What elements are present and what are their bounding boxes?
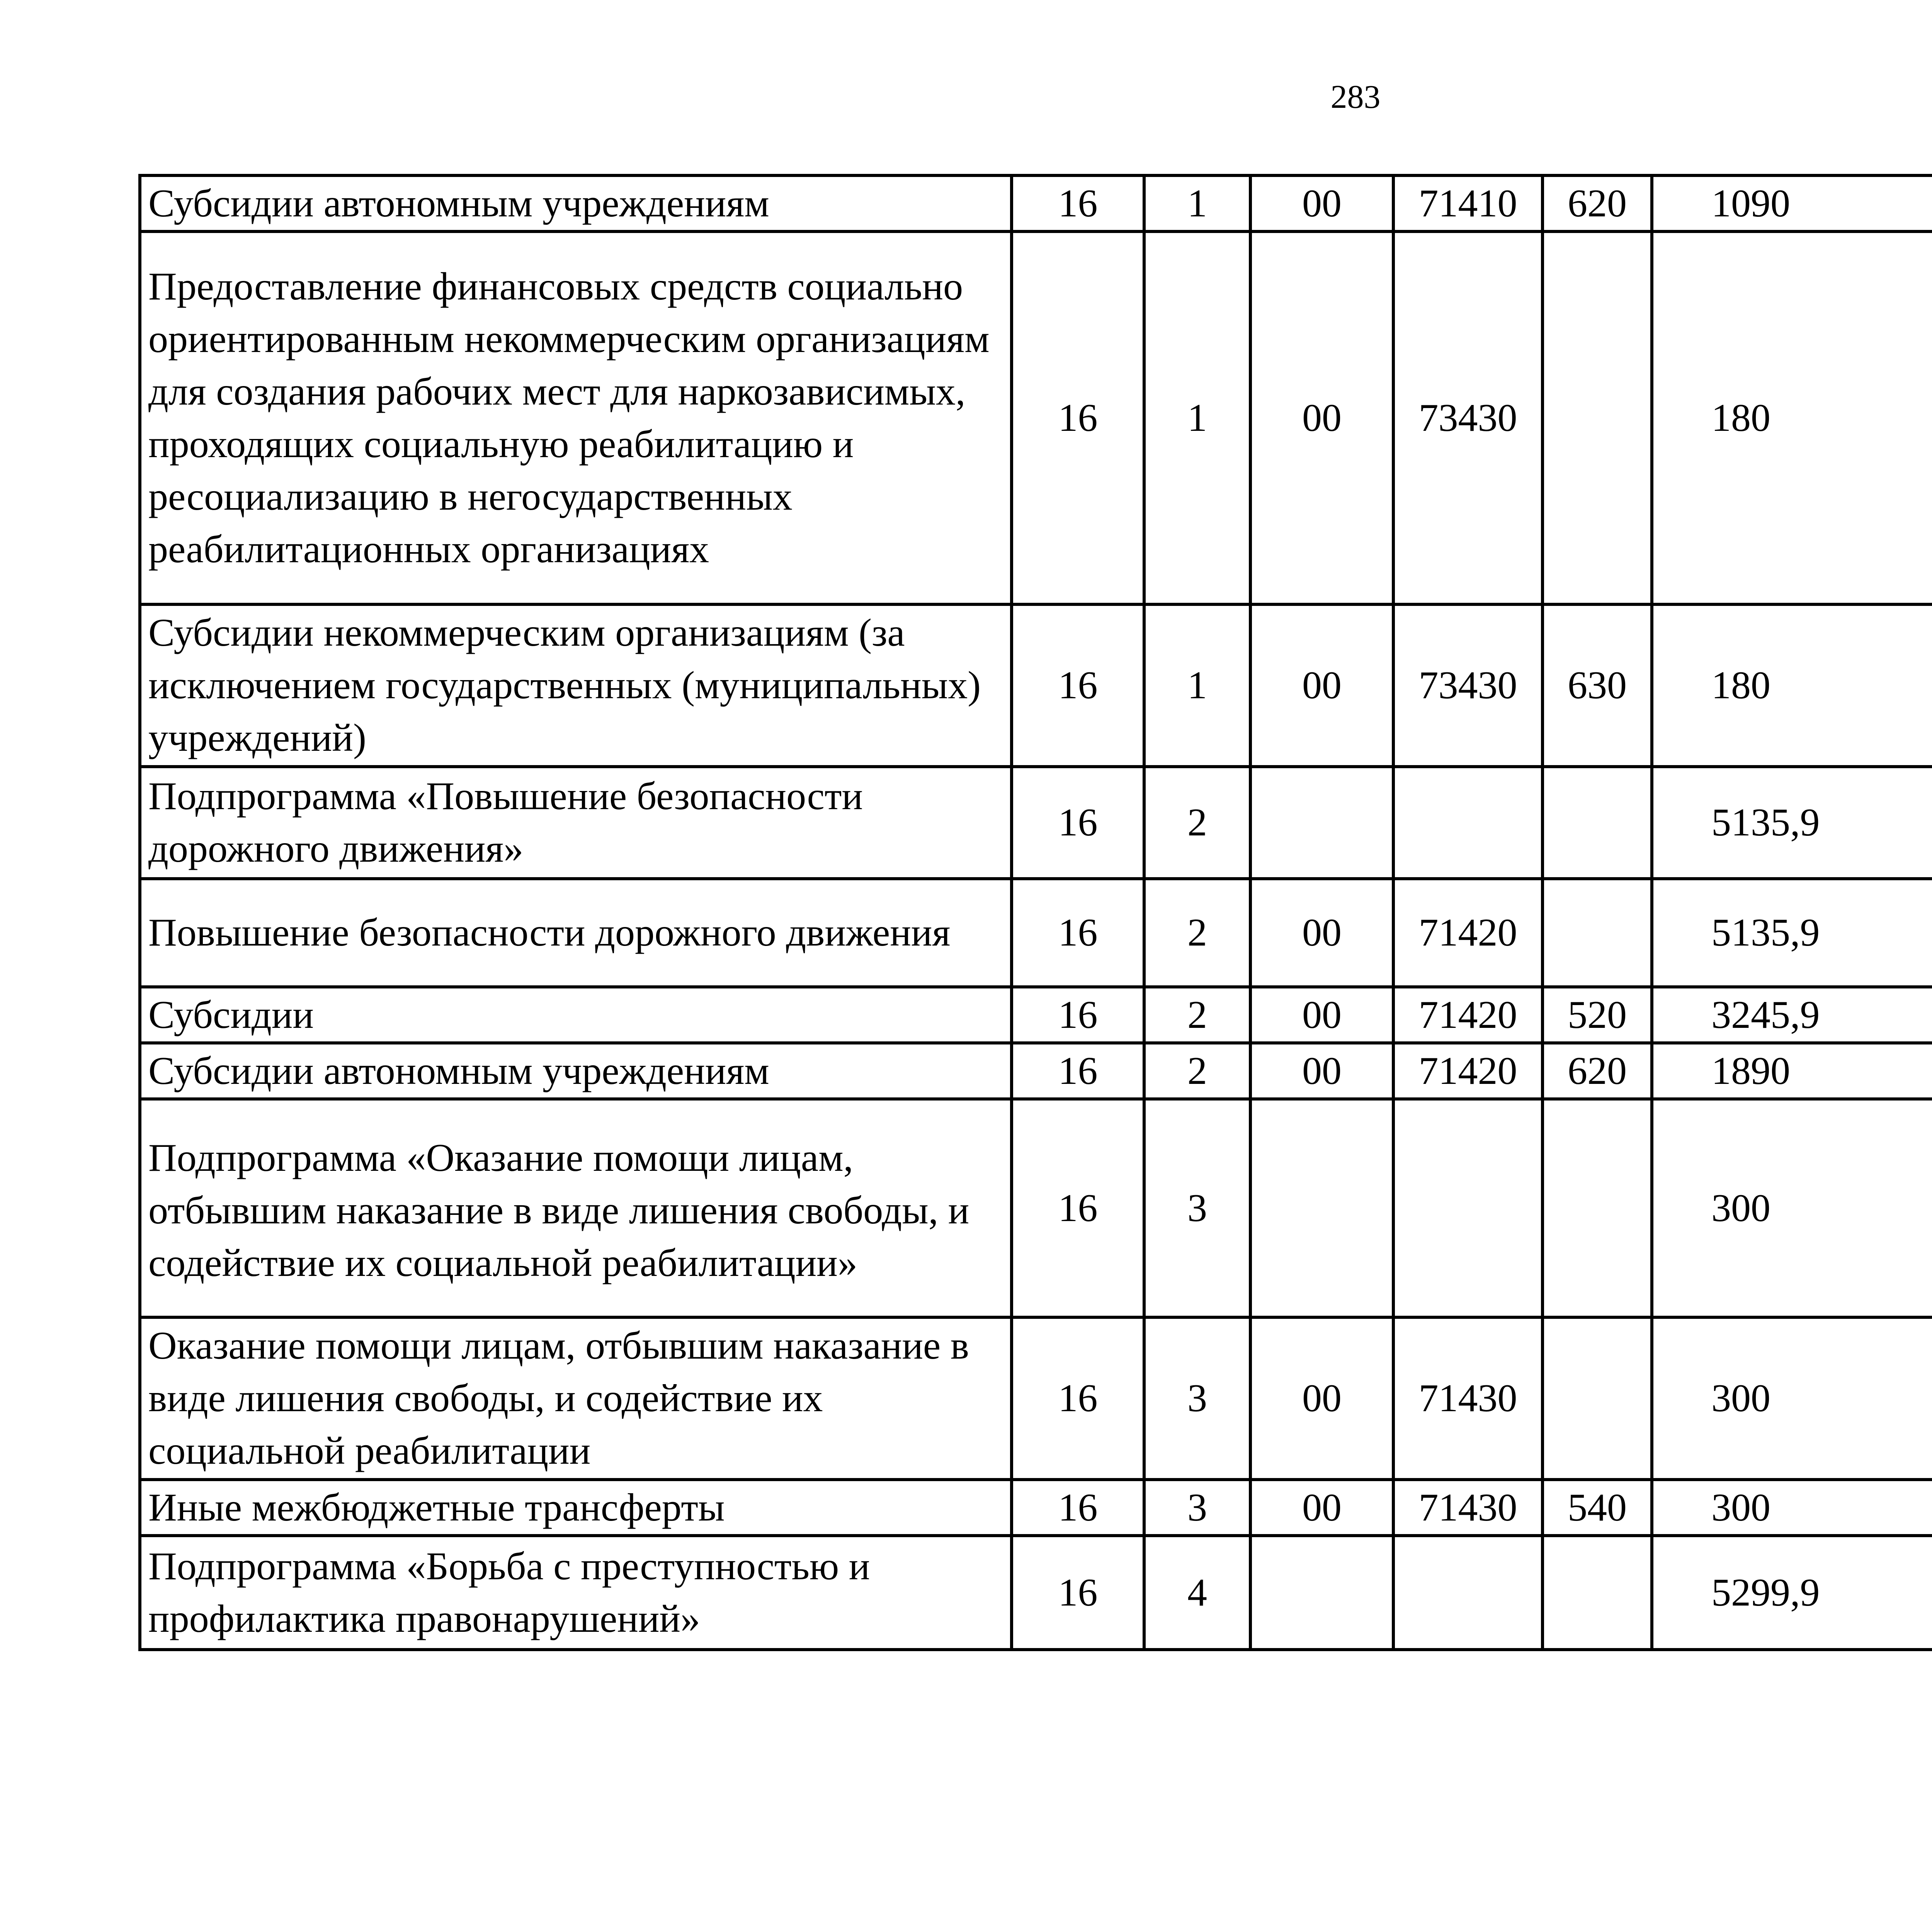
row-name: Подпрограмма «Повышение безопасности дорожного движения» (140, 767, 1012, 879)
code-cell: 540 (1543, 1480, 1652, 1536)
row-name: Подпрограмма «Борьба с преступностью и профилактика правонарушений» (140, 1536, 1012, 1650)
code-cell (1543, 1317, 1652, 1480)
amount-cell: 5135,9 (1652, 767, 1932, 879)
code-cell (1543, 767, 1652, 879)
code-cell (1543, 231, 1652, 604)
code-cell: 16 (1012, 1536, 1144, 1650)
amount-cell: 300 (1652, 1317, 1932, 1480)
code-cell: 71430 (1393, 1480, 1543, 1536)
row-name: Оказание помощи лицам, отбывшим наказание в виде лишения свободы, и содействие их социальной реабилитации (140, 1317, 1012, 1480)
row-name: Субсидии автономным учреждениям (140, 1043, 1012, 1099)
amount-cell: 5299,9 (1652, 1536, 1932, 1650)
code-cell: 71410 (1393, 175, 1543, 231)
code-cell: 2 (1144, 987, 1250, 1043)
code-cell: 16 (1012, 879, 1144, 987)
code-cell (1393, 767, 1543, 879)
row-name: Подпрограмма «Оказание помощи лицам, отбывшим наказание в виде лишения свободы, и содействие их социальной реабилитации» (140, 1099, 1012, 1317)
code-cell: 2 (1144, 767, 1250, 879)
amount-cell: 5135,9 (1652, 879, 1932, 987)
table-row (140, 1536, 1932, 1650)
code-cell: 1 (1144, 604, 1250, 767)
table-row (140, 767, 1932, 879)
code-cell: 71420 (1393, 1043, 1543, 1099)
table-row (140, 1317, 1932, 1480)
table-row (140, 879, 1932, 987)
code-cell: 2 (1144, 879, 1250, 987)
amount-cell: 180 (1652, 604, 1932, 767)
table-row (140, 604, 1932, 767)
code-cell: 16 (1012, 231, 1144, 604)
code-cell: 71430 (1393, 1317, 1543, 1480)
code-cell (1393, 1536, 1543, 1650)
code-cell: 1 (1144, 175, 1250, 231)
code-cell: 16 (1012, 1480, 1144, 1536)
amount-cell: 1890 (1652, 1043, 1932, 1099)
code-cell: 73430 (1393, 231, 1543, 604)
code-cell (1543, 879, 1652, 987)
table-row (140, 1480, 1932, 1536)
page-number: 283 (1330, 78, 1381, 115)
code-cell: 3 (1144, 1480, 1250, 1536)
amount-cell: 1090 (1652, 175, 1932, 231)
code-cell: 16 (1012, 1043, 1144, 1099)
code-cell: 520 (1543, 987, 1652, 1043)
code-cell (1250, 767, 1393, 879)
code-cell: 620 (1543, 175, 1652, 231)
code-cell: 4 (1144, 1536, 1250, 1650)
code-cell: 00 (1250, 1480, 1393, 1536)
code-cell (1250, 1536, 1393, 1650)
code-cell: 16 (1012, 175, 1144, 231)
row-name: Повышение безопасности дорожного движения (140, 879, 1012, 987)
code-cell: 16 (1012, 767, 1144, 879)
code-cell: 00 (1250, 987, 1393, 1043)
code-cell (1393, 1099, 1543, 1317)
code-cell (1543, 1536, 1652, 1650)
code-cell: 16 (1012, 1099, 1144, 1317)
amount-cell: 180 (1652, 231, 1932, 604)
table-row (140, 987, 1932, 1043)
amount-cell: 300 (1652, 1099, 1932, 1317)
code-cell: 630 (1543, 604, 1652, 767)
code-cell: 00 (1250, 175, 1393, 231)
code-cell: 00 (1250, 604, 1393, 767)
code-cell: 00 (1250, 879, 1393, 987)
code-cell: 620 (1543, 1043, 1652, 1099)
code-cell (1250, 1099, 1393, 1317)
code-cell: 16 (1012, 1317, 1144, 1480)
code-cell (1543, 1099, 1652, 1317)
code-cell: 73430 (1393, 604, 1543, 767)
code-cell: 00 (1250, 231, 1393, 604)
code-cell: 00 (1250, 1043, 1393, 1099)
table-row (140, 231, 1932, 604)
code-cell: 16 (1012, 987, 1144, 1043)
code-cell: 71420 (1393, 879, 1543, 987)
code-cell: 71420 (1393, 987, 1543, 1043)
table-row (140, 175, 1932, 231)
amount-cell: 3245,9 (1652, 987, 1932, 1043)
code-cell: 2 (1144, 1043, 1250, 1099)
code-cell: 16 (1012, 604, 1144, 767)
row-name: Субсидии автономным учреждениям (140, 175, 1012, 231)
budget-table (138, 174, 1932, 1651)
row-name: Субсидии некоммерческим организациям (за исключением государственных (муниципальных) учреждений) (140, 604, 1012, 767)
code-cell: 1 (1144, 231, 1250, 604)
row-name: Предоставление финансовых средств социально ориентированным некоммерческим организациям для создания рабочих мест для наркозависимых, проходящих социальную реабилитацию и ресоциализацию в негосударственных реабилитационных организациях (140, 231, 1012, 604)
table-row (140, 1043, 1932, 1099)
table-row (140, 1099, 1932, 1317)
code-cell: 3 (1144, 1317, 1250, 1480)
code-cell: 3 (1144, 1099, 1250, 1317)
row-name: Иные межбюджетные трансферты (140, 1480, 1012, 1536)
code-cell: 00 (1250, 1317, 1393, 1480)
row-name: Субсидии (140, 987, 1012, 1043)
amount-cell: 300 (1652, 1480, 1932, 1536)
